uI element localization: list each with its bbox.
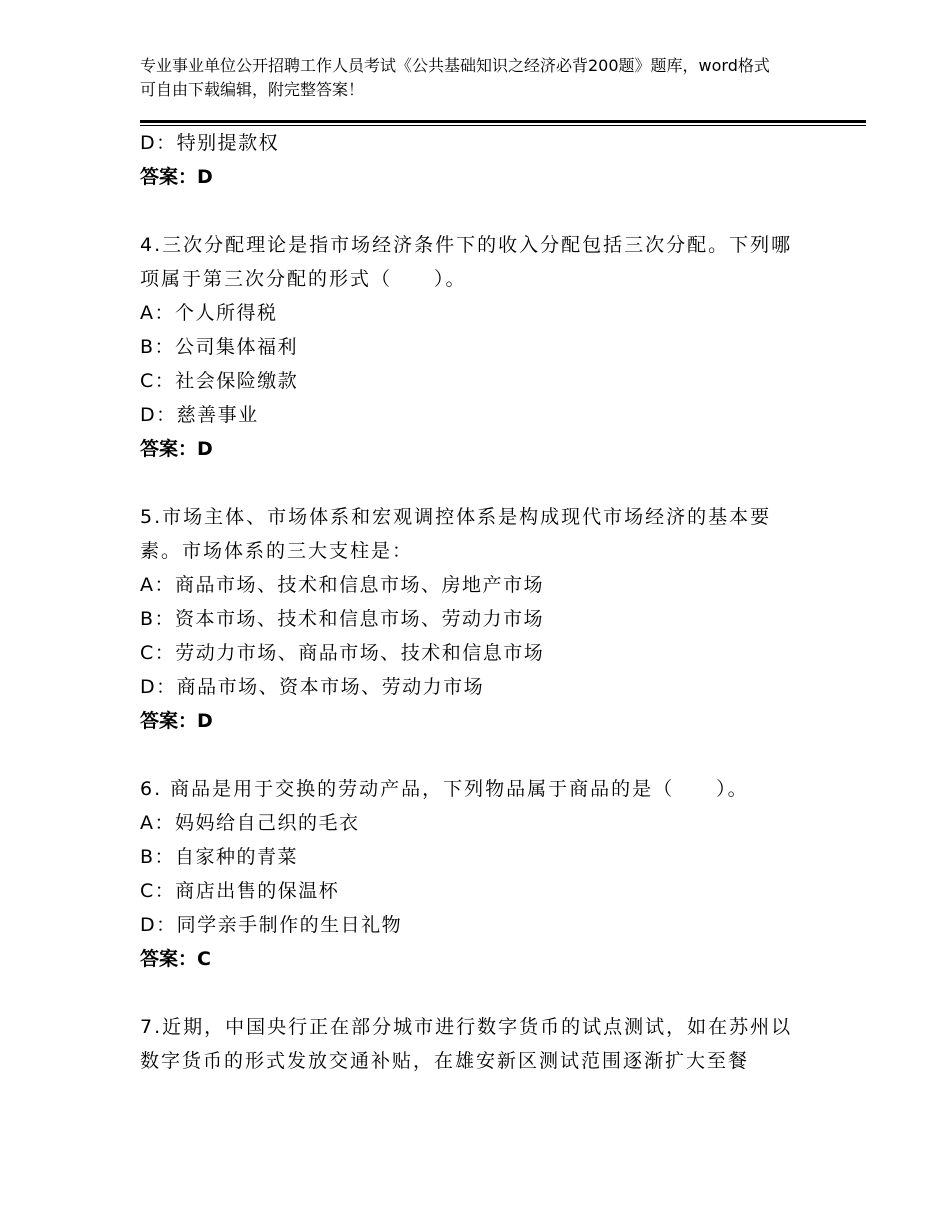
answer-line: 答案：D — [140, 166, 213, 188]
header-rule-thick — [140, 120, 866, 123]
option-c: C：商店出售的保温杯 — [140, 880, 340, 902]
question-stem: 5.市场主体、市场体系和宏观调控体系是构成现代市场经济的基本要素。市场体系的三大支柱是： — [140, 506, 772, 562]
option-d: D：商品市场、资本市场、劳动力市场 — [140, 676, 485, 698]
option-a: A：个人所得税 — [140, 302, 278, 324]
option-b: B：自家种的青菜 — [140, 846, 299, 868]
question-6 — [140, 772, 800, 976]
question-stem: 7.近期，中国央行正在部分城市进行数字货币的试点测试，如在苏州以数字货币的形式发放交通补贴，在雄安新区测试范围逐渐扩大至餐 — [140, 1016, 793, 1072]
question-4 — [140, 228, 800, 466]
option-c: C：劳动力市场、商品市场、技术和信息市场 — [140, 642, 545, 664]
option-d: D：同学亲手制作的生日礼物 — [140, 914, 403, 936]
option-d: D：慈善事业 — [140, 404, 259, 426]
answer-line: 答案：D — [140, 438, 213, 460]
answer-line: 答案：C — [140, 948, 211, 970]
question-7 — [140, 1010, 800, 1078]
option-c: C：社会保险缴款 — [140, 370, 299, 392]
question-5 — [140, 500, 800, 738]
answer-line: 答案：D — [140, 710, 213, 732]
question-stem: 6. 商品是用于交换的劳动产品，下列物品属于商品的是（ ）。 — [140, 778, 749, 800]
option-a: A：妈妈给自己织的毛衣 — [140, 812, 360, 834]
option-b: B：公司集体福利 — [140, 336, 299, 358]
document-body — [140, 126, 800, 1078]
question-stem: 4.三次分配理论是指市场经济条件下的收入分配包括三次分配。下列哪项属于第三次分配的形式（ ）。 — [140, 234, 793, 290]
option-a: A：商品市场、技术和信息市场、房地产市场 — [140, 574, 544, 596]
document-header: 专业事业单位公开招聘工作人员考试《公共基础知识之经济必背200题》题库，word格式可自由下载编辑，附完整答案！ — [140, 56, 770, 99]
option-b: B：资本市场、技术和信息市场、劳动力市场 — [140, 608, 545, 630]
option-d: D：特别提款权 — [140, 132, 280, 154]
